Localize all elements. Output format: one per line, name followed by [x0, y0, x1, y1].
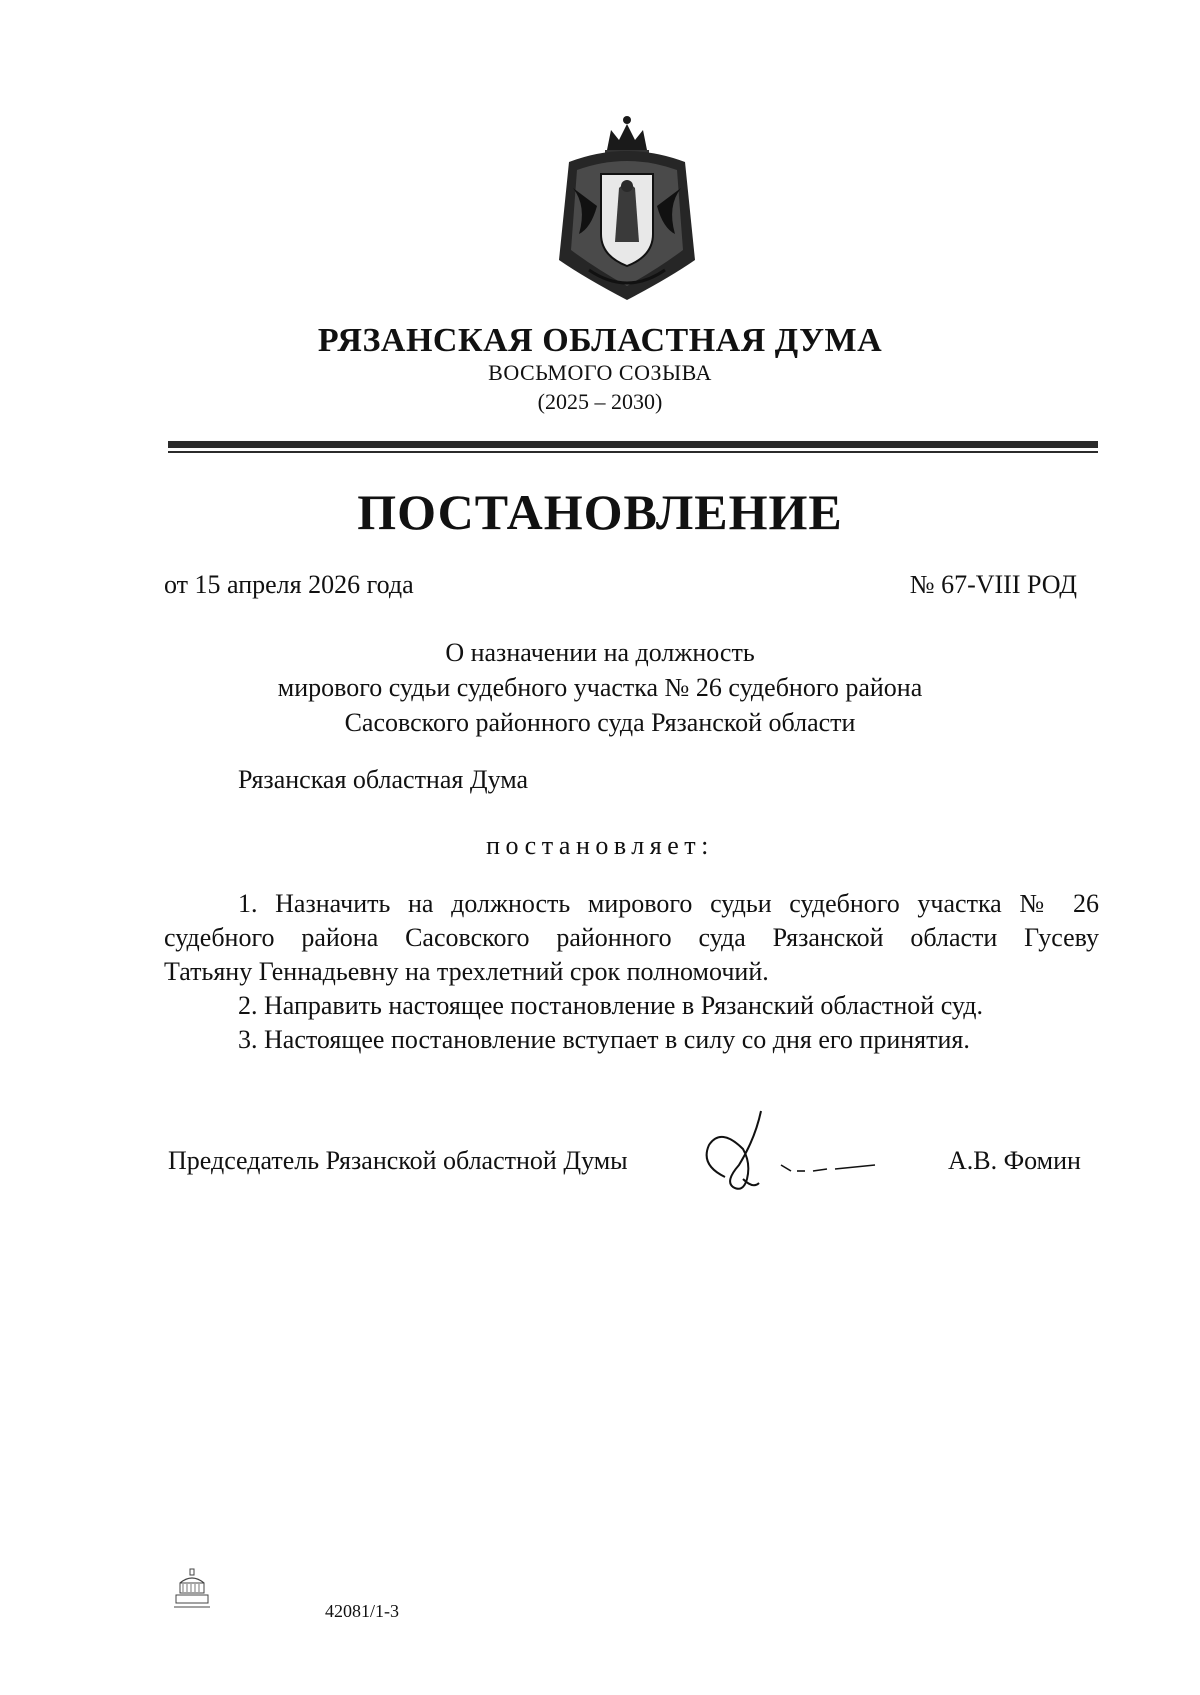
- header-divider-thin: [168, 451, 1098, 453]
- document-number: № 67-VIII РОД: [909, 570, 1077, 599]
- printing-house-stamp-icon: [170, 1565, 214, 1611]
- signer-title: Председатель Рязанской областной Думы: [168, 1146, 628, 1175]
- handwritten-signature-icon: [695, 1105, 895, 1195]
- convocation-term: (2025 – 2030): [537, 389, 663, 414]
- ryazan-coat-of-arms-icon: [549, 110, 705, 306]
- issuer-line: Рязанская областная Дума: [238, 765, 529, 794]
- item-1-line: судебного района Сасовского районного суда Рязанской области Гусеву: [164, 923, 1099, 952]
- subject-line: Сасовского районного суда Рязанской области: [344, 708, 856, 737]
- subject-line: мирового судьи судебного участка № 26 судебного района: [277, 673, 923, 702]
- footer-document-code: 42081/1-3: [325, 1601, 399, 1621]
- document-date: от 15 апреля 2026 года: [164, 570, 414, 599]
- organization-name: РЯЗАНСКАЯ ОБЛАСТНАЯ ДУМА: [317, 322, 883, 359]
- resolution-item-2: 2. Направить настоящее постановление в Рязанский областной суд.: [238, 991, 984, 1020]
- item-1-line: 1. Назначить на должность мирового судьи судебного участка № 26: [238, 889, 1099, 918]
- document-subject: [0, 635, 1200, 740]
- resolution-item-1: [164, 888, 1099, 990]
- signer-name: А.В. Фомин: [948, 1146, 1081, 1175]
- resolves-label: постановляет:: [486, 831, 714, 860]
- item-1-line: Татьяну Геннадьевну на трехлетний срок полномочий.: [164, 957, 769, 986]
- document-type-title: ПОСТАНОВЛЕНИЕ: [357, 484, 843, 540]
- subject-line: О назначении на должность: [445, 638, 755, 667]
- resolution-item-3: 3. Настоящее постановление вступает в силу со дня его принятия.: [238, 1025, 970, 1054]
- header-divider-thick: [168, 441, 1098, 448]
- convocation-label: ВОСЬМОГО СОЗЫВА: [488, 360, 712, 385]
